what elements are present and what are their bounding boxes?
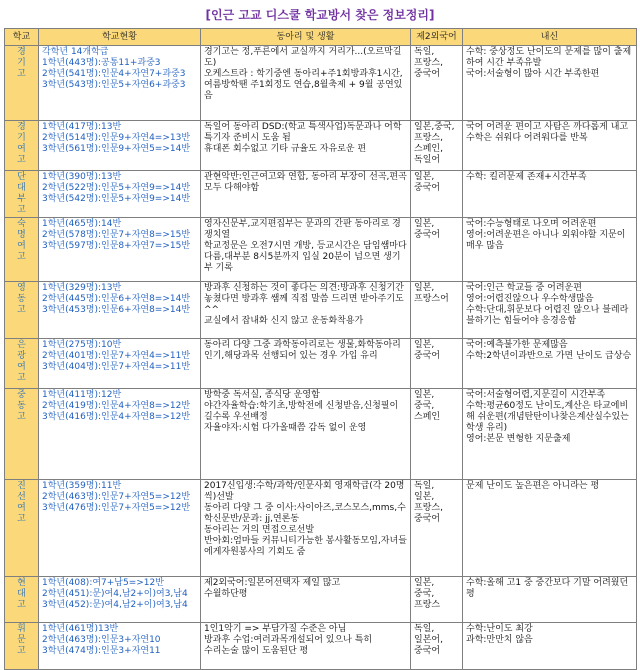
club-cell — [201, 480, 411, 577]
grades-cell — [463, 339, 637, 389]
club-line: 학교정문은 오전7시면 개방, 등교시간은 담임쌤마다 다름,대부분 8시5분까지 입실 20분이 넘으면 생기부 기록 — [204, 241, 407, 273]
grades-cell — [463, 171, 637, 218]
status-line: 3학년(476명):인문7+자연5=>12반 — [42, 503, 191, 513]
status-line: 3학년(404명):인문7+자연4=>11반 — [42, 362, 191, 372]
club-cell — [201, 389, 411, 480]
status-line: 각학년 14개학급 — [42, 47, 109, 57]
school-name-cell — [5, 339, 39, 389]
status-line: 3학년(474명):인문3+자연11 — [42, 646, 161, 656]
language-line: 중국어 — [414, 351, 441, 361]
club-line: 경기고는 정,푸른에서 교실까지 거리가...(오르막길도) — [204, 47, 402, 68]
status-cell — [39, 46, 201, 121]
language-line: 일본, — [414, 390, 435, 400]
grades-line: 수학:단대,휘문보다 어렵진 않으나 블레라블하기는 힘들어야 응경응함 — [466, 305, 629, 326]
status-line: 3학년(543명):인문5+자연6+과중3 — [42, 80, 186, 90]
grades-line: 문제 난이도 높은편은 아니라는 평 — [466, 481, 600, 491]
status-line: 1학년(390명):13반 — [42, 172, 122, 182]
school-name-cell — [5, 480, 39, 577]
header-language: 제2외국어 — [411, 29, 463, 46]
club-cell — [201, 218, 411, 282]
grades-cell — [463, 623, 637, 670]
language-line: 프랑스, — [414, 503, 443, 513]
language-line: 일본어, — [414, 635, 443, 645]
status-line: 2학년(578명):인문7+자연8=>15반 — [42, 230, 191, 240]
header-status: 학교현황 — [39, 29, 201, 46]
status-line: 2학년(445명):인문6+자연8=>14반 — [42, 294, 191, 304]
school-name-cell — [5, 623, 39, 670]
grades-line: 과학:만만치 않음 — [466, 635, 533, 645]
header-row — [5, 29, 637, 46]
language-cell — [411, 218, 463, 282]
language-line: 일본, — [414, 492, 435, 502]
club-line: 방과후 수업:여러과목개설되어 있으나 특히 — [204, 635, 373, 645]
grades-line: 국어:수능형태로 나오며 어려운편 — [466, 219, 597, 229]
school-name: 진선여고 — [17, 481, 26, 524]
language-cell — [411, 282, 463, 339]
status-line: 2학년(541명):인문4+자연7+과중3 — [42, 69, 186, 79]
club-line: 자율야자:시험 다가올때쯤 감독 없이 운영 — [204, 423, 367, 433]
club-cell — [201, 121, 411, 171]
status-line: 3학년(542명):인문5+자연9=>14반 — [42, 194, 191, 204]
status-line: 3학년(416명):인문4+자연8=>12반 — [42, 412, 191, 422]
club-cell — [201, 577, 411, 623]
table-row — [5, 171, 637, 218]
school-name-cell — [5, 46, 39, 121]
header-club: 동아리 및 생활 — [201, 29, 411, 46]
club-line: 야간자율학습:학기초,방학전에 신청받음,신청필이 길수록 우선배정 — [204, 401, 399, 422]
status-line: 2학년(463명):인문3+자연10 — [42, 635, 161, 645]
school-name: 경기고 — [17, 47, 26, 79]
grades-line: 국어:서술형어렵,지문길이 시간부족 — [466, 390, 606, 400]
language-line: 중국어 — [414, 69, 441, 79]
school-info-table — [4, 28, 637, 670]
school-name: 은광여고 — [17, 340, 26, 383]
status-line: 1학년(417명):13반 — [42, 122, 122, 132]
table-row — [5, 339, 637, 389]
language-line: 프랑스, — [414, 58, 443, 68]
club-line: 휴대폰 회수없고 기타 규율도 자유로운 편 — [204, 144, 367, 154]
club-line: 수월하단평 — [204, 589, 248, 599]
school-name: 휘문고 — [17, 624, 26, 656]
school-name-cell — [5, 171, 39, 218]
school-name-cell — [5, 121, 39, 171]
grades-line: 수학: 중상정도 난이도의 문제를 많이 출제하여 시간 부족유발 — [466, 47, 632, 68]
grades-cell — [463, 46, 637, 121]
status-line: 2학년(463명):인문7+자연5=>12반 — [42, 492, 191, 502]
language-cell — [411, 623, 463, 670]
language-line: 일본,중국, — [414, 122, 455, 132]
language-line: 일본, — [414, 283, 435, 293]
language-line: 독일, — [414, 481, 435, 491]
status-cell — [39, 121, 201, 171]
language-line: 일본, — [414, 219, 435, 229]
school-name: 단대부고 — [17, 172, 26, 215]
club-cell — [201, 339, 411, 389]
club-line: 교실에서 잡내화 신지 않고 운동화착용가 — [204, 316, 364, 326]
table-row — [5, 577, 637, 623]
language-line: 중국어 — [414, 230, 441, 240]
grades-line: 영어:어렵진않으나 우수학생많음 — [466, 294, 594, 304]
language-cell — [411, 389, 463, 480]
grades-cell — [463, 282, 637, 339]
grades-line: 수학: 킬러문제 존재+시간부족 — [466, 172, 587, 182]
status-line: 1학년(275명):10반 — [42, 340, 122, 350]
grades-line: 수학:2학년이과반으로 가면 난이도 급상승 — [466, 351, 632, 361]
language-line: 스페인, — [414, 144, 443, 154]
club-cell — [201, 46, 411, 121]
club-line: 방학중 독서실, 종식당 운영함 — [204, 390, 320, 400]
status-cell — [39, 339, 201, 389]
table-row — [5, 46, 637, 121]
club-cell — [201, 282, 411, 339]
school-name: 경기여고 — [17, 122, 26, 165]
grades-line: 국어:인근 학교들 중 어려운편 — [466, 283, 582, 293]
language-cell — [411, 121, 463, 171]
status-cell — [39, 577, 201, 623]
club-cell — [201, 171, 411, 218]
language-line: 스페인 — [414, 412, 441, 422]
table-row — [5, 480, 637, 577]
school-name-cell — [5, 577, 39, 623]
status-line: 3학년(597명):인문8+자연7=>15반 — [42, 241, 191, 251]
status-line: 2학년(401명):인문7+자연4=>11반 — [42, 351, 191, 361]
table-row — [5, 218, 637, 282]
club-line: 동아리 다양 그 중 이사:사이아즈,코스모스,mms,수학신문반/문과: jj,연론동 — [204, 503, 406, 524]
grades-line: 국어 어려운 편이고 사탐은 까다롭게 내고 수학은 쉬워다 어려워다를 반복 — [466, 122, 629, 143]
club-line: 독일어 동아리 DSD:(학교 특색사업)독문과나 어학특기자 준비시 도움 됨 — [204, 122, 402, 143]
grades-cell — [463, 218, 637, 282]
status-line: 1학년(411명):12반 — [42, 390, 122, 400]
club-line: 모두 다해야함 — [204, 183, 260, 193]
club-line: 제2외국어:일본어선택자 제일 많고 — [204, 578, 341, 588]
language-line: 중국, — [414, 401, 435, 411]
club-line: 반아회:엄마들 커뮤니티가능한 봉사활동모임,자녀들에게자원봉사의 기회도 줌 — [204, 536, 407, 557]
club-line: 1인1악기 => 부담가질 수준은 아님 — [204, 624, 347, 634]
language-cell — [411, 577, 463, 623]
grades-line: 수학:올해 고1 중 중간보다 기말 어려웠던평 — [466, 578, 629, 599]
grades-line: 영어:어려운편은 아니나 외워야할 지문이 매우 많음 — [466, 230, 626, 251]
table-row — [5, 282, 637, 339]
language-cell — [411, 480, 463, 577]
language-line: 프랑스 — [414, 600, 441, 610]
club-cell — [201, 623, 411, 670]
status-line: 2학년(451):문)여4,남2+이)여3,남4 — [42, 589, 188, 599]
language-line: 중국, — [414, 589, 435, 599]
status-cell — [39, 389, 201, 480]
status-line: 1학년(461명)13반 — [42, 624, 119, 634]
header-grades: 내신 — [463, 29, 637, 46]
language-line: 독일, — [414, 624, 435, 634]
table-row — [5, 389, 637, 480]
grades-cell — [463, 121, 637, 171]
grades-cell — [463, 389, 637, 480]
school-name: 중동고 — [17, 390, 26, 422]
school-name-cell — [5, 218, 39, 282]
status-cell — [39, 480, 201, 577]
club-line: 방과후 신청하는 것이 좋다는 의견:방과후 신청기간 놓쳤다면 방과후 쌤께 직접 말씀 드리면 받아주기도 ^^ — [204, 283, 404, 315]
status-line: 3학년(452):문)여4,남2+이)여3,남4 — [42, 600, 188, 610]
club-line: 관현악반:인근여고와 연합, 동아리 부장이 선곡,편곡 — [204, 172, 407, 182]
language-line: 프랑스, — [414, 133, 443, 143]
table-row — [5, 121, 637, 171]
club-line: 오케스트라 : 학기중엔 동아리+주1회방과후1시간,여름방학땐 주1회정도 연습,8월축제 + 9월 공연있음 — [204, 69, 403, 101]
school-name: 현대고 — [17, 578, 26, 610]
language-line: 중국어 — [414, 183, 441, 193]
grades-line: 수학:난이도 최강 — [466, 624, 533, 634]
language-cell — [411, 339, 463, 389]
club-line: 수리논술 많이 도움된단 평 — [204, 646, 309, 656]
table-row — [5, 623, 637, 670]
language-line: 일본, — [414, 340, 435, 350]
status-line: 1학년(465명):14반 — [42, 219, 122, 229]
status-line: 3학년(453명):인문6+자연8=>14반 — [42, 305, 191, 315]
language-line: 일본, — [414, 172, 435, 182]
page-title: [인근 고교 디스쿨 학교방서 찾은 정보정리] — [205, 8, 435, 22]
language-cell — [411, 171, 463, 218]
school-name-cell — [5, 389, 39, 480]
language-line: 독일어 — [414, 155, 441, 165]
language-cell — [411, 46, 463, 121]
school-name: 영동고 — [17, 283, 26, 315]
status-cell — [39, 282, 201, 339]
status-cell — [39, 623, 201, 670]
language-line: 독일, — [414, 47, 435, 57]
club-line: 동아리는 거의 면접으로선발 — [204, 525, 315, 535]
club-line: 영자신문부,교지편집부는 문과의 간판 동아리로 경쟁치열 — [204, 219, 401, 240]
school-name-cell — [5, 282, 39, 339]
status-line: 2학년(514명):인문9+자연4=>13반 — [42, 133, 191, 143]
language-line: 중국어 — [414, 646, 441, 656]
status-line: 1학년(443명):공통11+과중3 — [42, 58, 161, 68]
language-line: 일본, — [414, 578, 435, 588]
status-line: 1학년(359명):11반 — [42, 481, 122, 491]
grades-line: 수학:평균60정도 난이도,계산은 타교에비해 쉬운편(개념탄탄이나찾은계산실수있는학생 유리) — [466, 401, 629, 433]
grades-cell — [463, 577, 637, 623]
status-cell — [39, 218, 201, 282]
grades-cell — [463, 480, 637, 577]
grades-line: 국어:예측불가한 문제많음 — [466, 340, 568, 350]
language-line: 중국어 — [414, 514, 441, 524]
header-school: 학교 — [5, 29, 39, 46]
grades-line: 영어:본문 변형한 지문출제 — [466, 434, 571, 444]
status-line: 1학년(329명):13반 — [42, 283, 122, 293]
status-line: 3학년(561명):인문9+자연5=>14반 — [42, 144, 191, 154]
club-line: 동아리 다양 그중 과학동아리로는 생물,화학동아리 인기,해당과목 선행되어 있는 경우 가입 유리 — [204, 340, 401, 361]
status-cell — [39, 171, 201, 218]
school-name: 숙명여고 — [17, 219, 26, 262]
grades-line: 국어:서술형이 많아 시간 부족한편 — [466, 69, 600, 79]
status-line: 2학년(419명):인문4+자연8=>12반 — [42, 401, 191, 411]
status-line: 1학년(408):여7+남5=>12반 — [42, 578, 164, 588]
status-line: 2학년(522명):인문5+자연9=>14반 — [42, 183, 191, 193]
club-line: 2017신입생:수학/과학/인문사회 영재학급(각 20명씩)선발 — [204, 481, 405, 502]
language-line: 프랑스어 — [414, 294, 449, 304]
